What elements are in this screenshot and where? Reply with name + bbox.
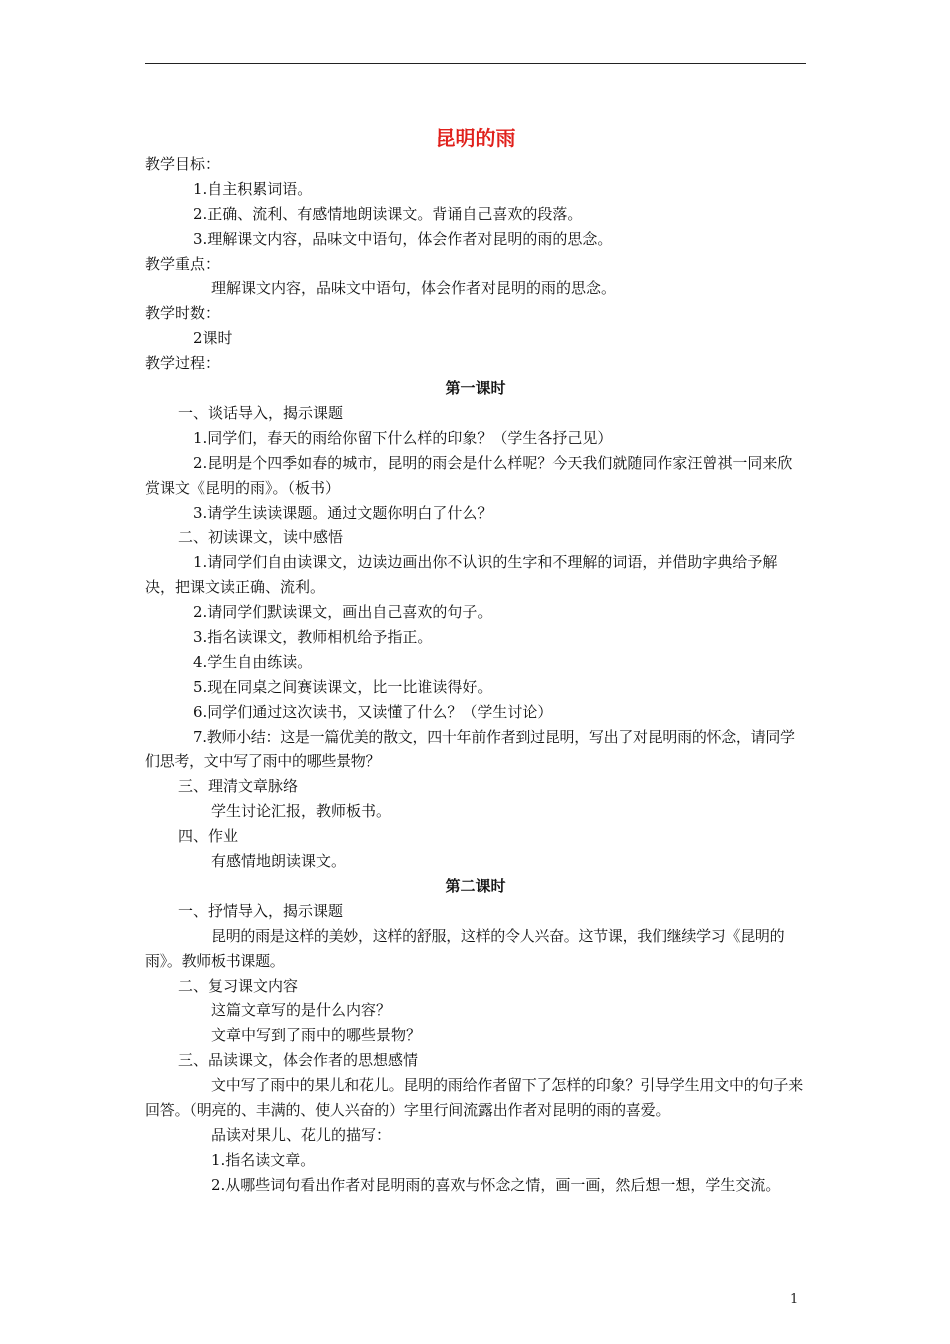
page-number: 1	[790, 1292, 799, 1307]
lesson2-section-heading: 二、复习课文内容	[178, 976, 299, 995]
lesson1-item: 6.同学们通过这次读书，又读懂了什么？（学生讨论）	[193, 702, 553, 721]
lesson2-item: 1.指名读文章。	[211, 1150, 316, 1169]
header-rule	[145, 63, 806, 64]
lesson1-section-heading: 三、理清文章脉络	[178, 777, 299, 796]
lesson2-section-heading: 三、品读课文，体会作者的思想感情	[178, 1051, 419, 1070]
lesson2-item: 文章中写到了雨中的哪些景物？	[211, 1026, 422, 1045]
process-heading: 教学过程：	[145, 354, 221, 373]
lesson1-item: 5.现在同桌之间赛读课文，比一比谁读得好。	[193, 677, 493, 696]
lesson2-section-heading: 一、抒情导入，揭示课题	[178, 901, 344, 920]
lesson1-text: 学生讨论汇报，教师板书。	[211, 802, 392, 821]
lesson1-item: 4.学生自由练读。	[193, 652, 313, 671]
lesson2-text: 文中写了雨中的果儿和花儿。昆明的雨给作者留下了怎样的印象？引导学生用文中的句子来回答。（明亮的、丰满的、使人兴奋的）字里行间流露出作者对昆明的雨的喜爱。	[145, 1076, 804, 1119]
lesson2-subheading: 品读对果儿、花儿的描写：	[211, 1125, 392, 1144]
objectives-heading: 教学目标：	[145, 155, 221, 173]
lesson1-section-heading: 四、作业	[178, 827, 239, 846]
lesson1-item: 3.指名读课文，教师相机给予指正。	[193, 627, 433, 646]
hours-text: 2课时	[193, 329, 233, 348]
lesson1-item: 1.请同学们自由读课文，边读边画出你不认识的生字和不理解的词语，并借助字典给予解决，把课文读正确、流利。	[145, 553, 778, 597]
lesson1-heading: 第一课时	[445, 379, 506, 398]
lesson1-section-heading: 二、初读课文，读中感悟	[178, 528, 344, 547]
lesson1-item: 2.请同学们默读课文，画出自己喜欢的句子。	[193, 603, 493, 622]
hours-heading: 教学时数：	[145, 304, 221, 323]
objective-item: 1.自主积累词语。	[193, 179, 313, 198]
objective-item: 2.正确、流利、有感情地朗读课文。背诵自己喜欢的段落。	[193, 204, 583, 223]
lesson1-item: 3.请学生读读课题。通过文题你明白了什么？	[193, 503, 493, 522]
lesson2-heading: 第二课时	[445, 876, 506, 895]
lesson1-item: 7.教师小结：这是一篇优美的散文，四十年前作者到过昆明，写出了对昆明雨的怀念，请同学们思考，文中写了雨中的哪些景物？	[145, 727, 795, 771]
lesson2-text: 昆明的雨是这样的美妙，这样的舒服，这样的令人兴奋。这节课，我们继续学习《昆明的雨》。教师板书课题。	[145, 926, 785, 970]
key-points-text: 理解课文内容，品味文中语句，体会作者对昆明的雨的思念。	[211, 279, 617, 298]
objective-item: 3.理解课文内容，品味文中语句，体会作者对昆明的雨的思念。	[193, 229, 613, 248]
lesson1-item: 1.同学们，春天的雨给你留下什么样的印象？（学生各抒己见）	[193, 428, 613, 447]
lesson1-item: 2.昆明是个四季如春的城市，昆明的雨会是什么样呢？今天我们就随同作家汪曾祺一同来欣赏课文《昆明的雨》。（板书）	[145, 453, 793, 497]
lesson1-section-heading: 一、谈话导入，揭示课题	[178, 403, 344, 422]
lesson2-item: 这篇文章写的是什么内容？	[211, 1001, 392, 1020]
lesson1-text: 有感情地朗读课文。	[211, 852, 347, 871]
document-title: 昆明的雨	[435, 126, 516, 150]
key-points-heading: 教学重点：	[145, 254, 221, 273]
lesson2-item: 2.从哪些词句看出作者对昆明雨的喜欢与怀念之情，画一画，然后想一想，学生交流。	[211, 1175, 781, 1194]
document-body	[145, 124, 806, 1198]
